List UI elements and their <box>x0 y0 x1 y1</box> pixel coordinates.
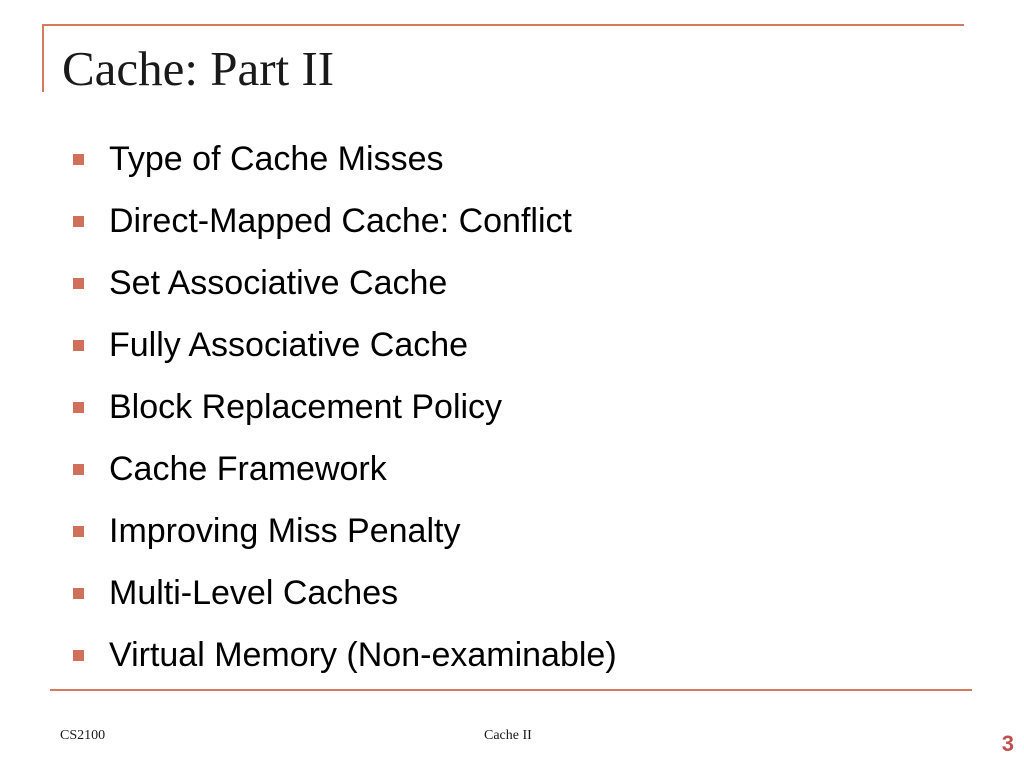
bullet-item <box>66 314 617 376</box>
page-number: 3 <box>1001 731 1014 756</box>
bullet-text: Cache Framework <box>109 449 387 488</box>
bullet-text: Type of Cache Misses <box>109 139 444 178</box>
bullet-text: Virtual Memory (Non-examinable) <box>109 635 617 674</box>
slide-title: Cache: Part II <box>62 41 335 96</box>
bullet-text: Set Associative Cache <box>109 263 448 302</box>
bullet-list <box>66 128 617 686</box>
square-bullet-icon <box>73 526 84 537</box>
square-bullet-icon <box>73 464 84 475</box>
bullet-item <box>66 500 617 562</box>
bullet-text: Multi-Level Caches <box>109 573 399 612</box>
footer-course-code: CS2100 <box>60 728 106 743</box>
bullet-item <box>66 624 617 686</box>
bullet-item <box>66 252 617 314</box>
footer-slide-topic: Cache II <box>484 728 532 743</box>
footer-divider <box>50 689 972 691</box>
bullet-item <box>66 562 617 624</box>
bullet-text: Fully Associative Cache <box>109 325 469 364</box>
square-bullet-icon <box>73 340 84 351</box>
bullet-item <box>66 376 617 438</box>
bullet-item <box>66 438 617 500</box>
bullet-text: Direct-Mapped Cache: Conflict <box>109 201 572 240</box>
bullet-text: Improving Miss Penalty <box>109 511 461 550</box>
bullet-item <box>66 128 617 190</box>
bullet-item <box>66 190 617 252</box>
bullet-text: Block Replacement Policy <box>109 387 503 426</box>
square-bullet-icon <box>73 650 84 661</box>
title-frame-top-line <box>42 24 964 26</box>
square-bullet-icon <box>73 154 84 165</box>
title-frame-left-line <box>42 24 44 92</box>
square-bullet-icon <box>73 402 84 413</box>
square-bullet-icon <box>73 278 84 289</box>
square-bullet-icon <box>73 588 84 599</box>
square-bullet-icon <box>73 216 84 227</box>
